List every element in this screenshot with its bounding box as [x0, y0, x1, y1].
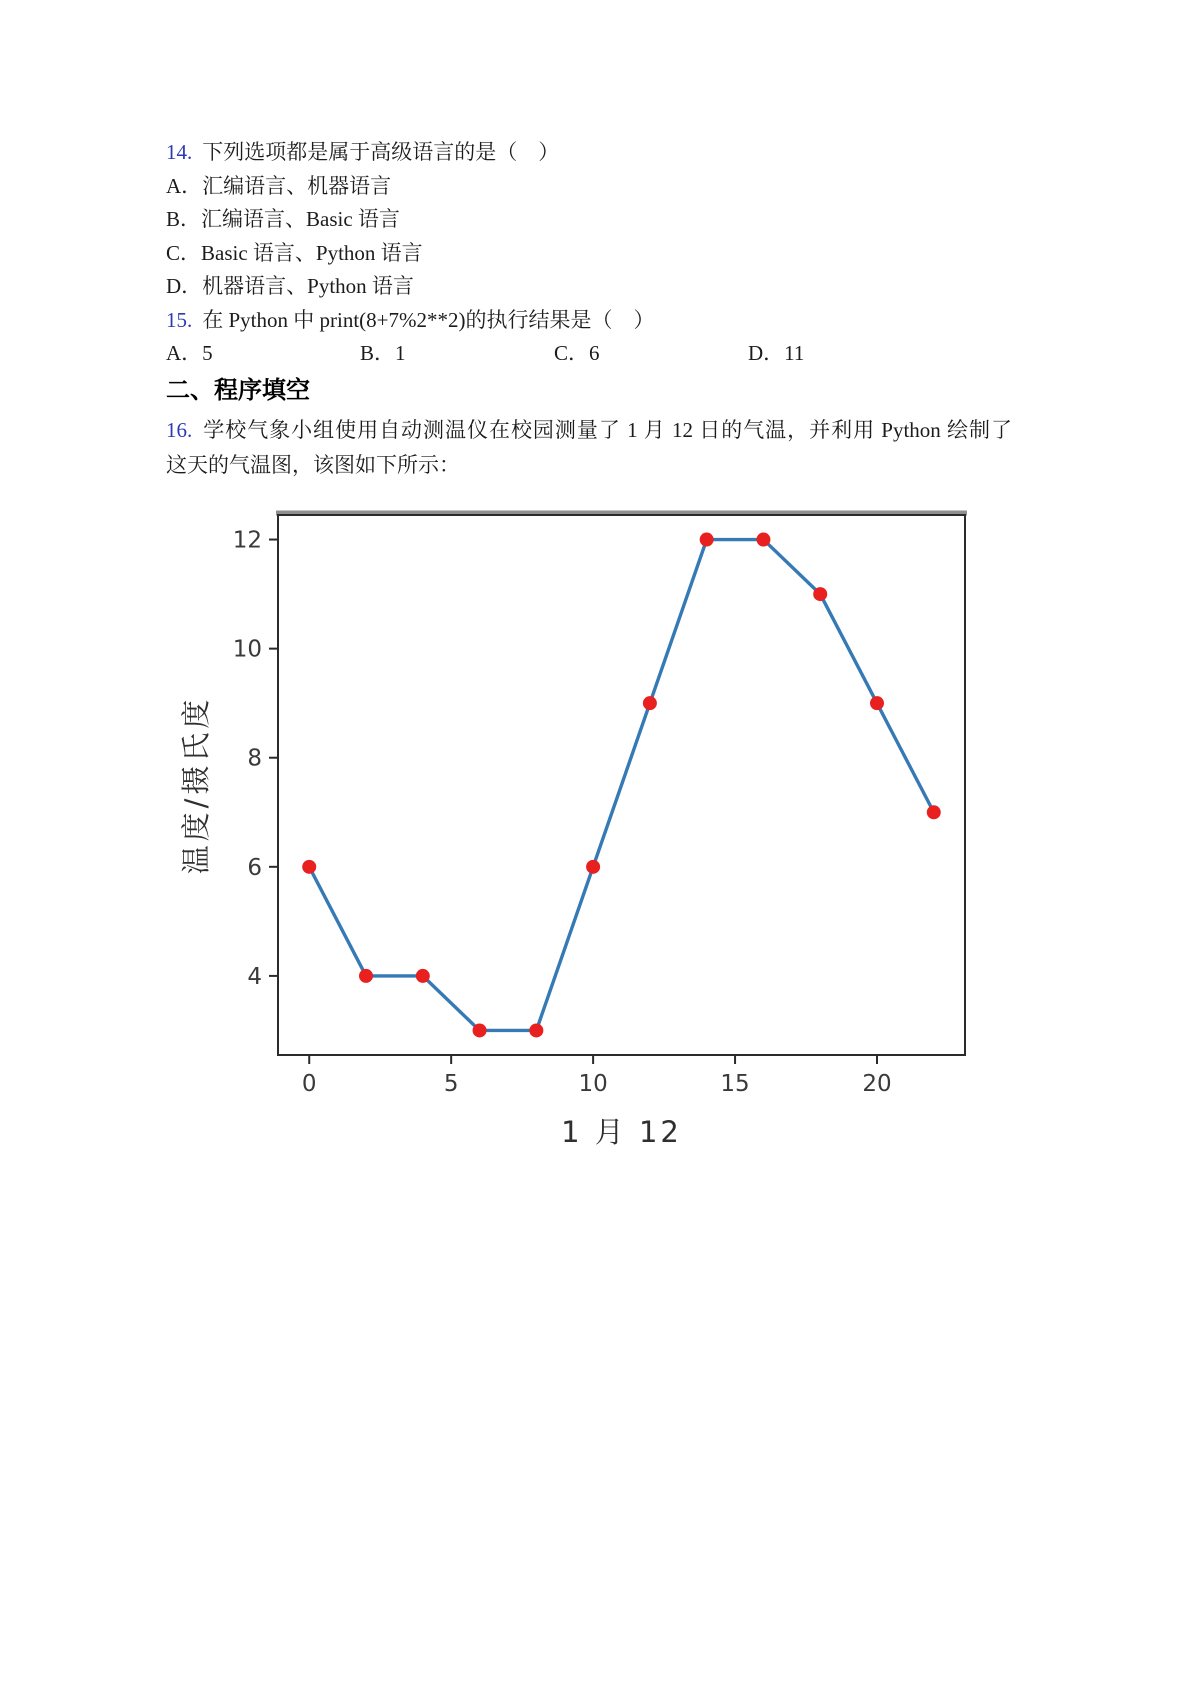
- question-15-option-a: A．5: [166, 341, 213, 365]
- temperature-line: [309, 540, 934, 1031]
- y-axis-label: 温度/摄氏度: [180, 695, 213, 875]
- question-16-number: 16.: [166, 417, 193, 442]
- data-point: [359, 969, 373, 983]
- y-tick-label: 12: [232, 527, 262, 554]
- data-point: [643, 696, 657, 710]
- question-15-option-c: C．6: [554, 341, 600, 365]
- data-point: [870, 696, 884, 710]
- data-point: [756, 533, 770, 547]
- temperature-chart-figure: [180, 487, 980, 1162]
- question-14-option-b: B．汇编语言、Basic 语言: [166, 207, 400, 231]
- y-tick-label: 4: [247, 963, 262, 990]
- question-14-number: 14.: [166, 140, 193, 164]
- question-15-option-d: D．11: [748, 341, 805, 365]
- data-point: [586, 860, 600, 874]
- question-15: [166, 304, 1012, 338]
- question-16: [166, 413, 1012, 483]
- data-point: [416, 969, 430, 983]
- data-point: [927, 805, 941, 819]
- question-14-text: 下列选项都是属于高级语言的是（ ）: [202, 140, 560, 164]
- question-14-option-c: C．Basic 语言、Python 语言: [166, 240, 423, 265]
- x-tick-label: 10: [578, 1071, 608, 1097]
- y-tick-label: 6: [247, 854, 262, 881]
- y-tick-label: 8: [247, 745, 262, 772]
- question-15-options-row: [166, 337, 1012, 371]
- data-point: [473, 1023, 487, 1037]
- temperature-line-chart: [180, 487, 980, 1162]
- question-16-line2: 这天的气温图，该图如下所示：: [166, 452, 460, 477]
- question-14-option-a: A．汇编语言、机器语言: [166, 173, 392, 198]
- x-axis-label: 1 月 12: [561, 1115, 682, 1149]
- question-15-number: 15.: [166, 307, 193, 332]
- exam-content: [166, 136, 1012, 483]
- question-14-option-d: D．机器语言、Python 语言: [166, 274, 414, 298]
- x-tick-label: 20: [862, 1071, 892, 1097]
- x-tick-label: 0: [301, 1071, 317, 1097]
- data-point: [700, 533, 714, 547]
- section-header: 二、程序填空: [166, 376, 310, 404]
- question-15-text: 在 Python 中 print(8+7%2**2)的执行结果是（ ）: [202, 307, 655, 332]
- x-tick-label: 5: [443, 1071, 459, 1097]
- x-tick-label: 15: [720, 1071, 750, 1097]
- question-14: [166, 136, 1012, 170]
- data-point: [302, 860, 316, 874]
- question-16-line1: [166, 413, 1012, 448]
- data-point: [813, 587, 827, 601]
- data-point: [529, 1023, 543, 1037]
- question-16-text-line1: 学校气象小组使用自动测温仪在校园测量了 1 月 12 日的气温，并利用 Python 绘制了: [202, 417, 1012, 442]
- y-tick-label: 10: [232, 636, 262, 663]
- question-15-option-b: B．1: [360, 341, 406, 365]
